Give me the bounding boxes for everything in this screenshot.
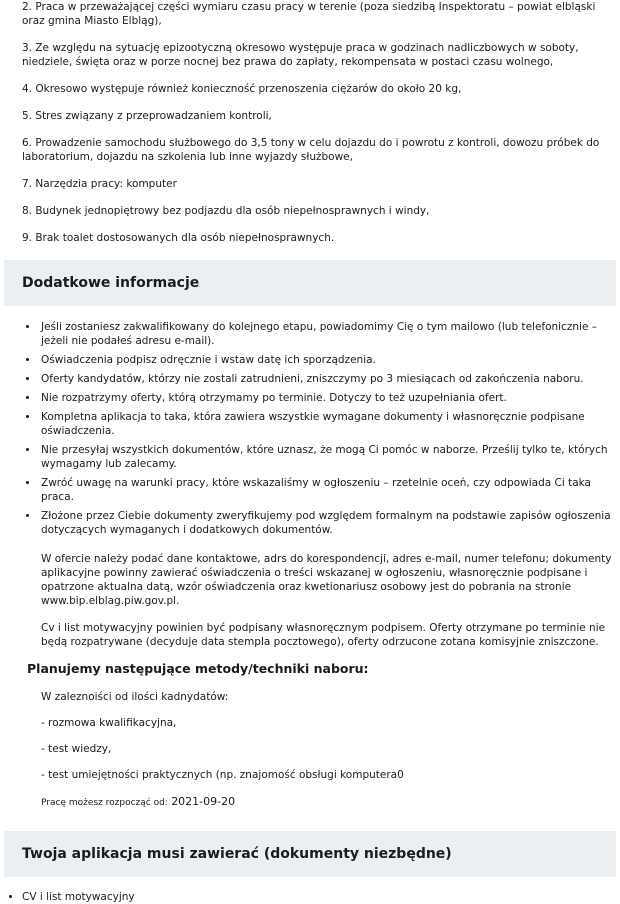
work-conditions-list [0,0,620,245]
section-title: Twoja aplikacja musi zawierać (dokumenty niezbędne) [22,846,452,862]
list-item: • Oferty kandydatów, którzy nie zostali zatrudnieni, zniszczymy po 3 miesiącach od zakończenia naboru. [39,372,616,386]
start-date-row [0,795,620,810]
list-item: • Nie przesyłaj wszystkich dokumentów, które uznasz, że mogą Ci pomóc w naborze. Prześlij tylko te, których wymagamy lub zalecamy. [39,443,616,471]
method-item: - test umiejętności praktycznych (np. znajomość obsługi komputera0 [41,769,404,781]
method-item: - test wiedzy, [41,743,112,755]
condition-item: 8. Budynek jednopiętrowy bez podjazdu dla osób niepełnosprawnych i windy, [22,205,430,217]
required-documents-header [4,831,616,877]
additional-info-list [0,320,620,537]
info-paragraph: W ofercie należy podać dane kontaktowe, adrs do korespondencji, adres e-mail, numer telefonu; dokumenty aplikacyjne powinny zawierać oświadczenia o treści wskazanej w ogłoszeniu, własnoręcznie podpisane i opatrzone aktualna datą, wzór oświadczenia oraz kwetionariusz osobowy jest do pobrania na stronie www.bip.elblag.piw.gov.pl. [41,553,612,607]
condition-item: 3. Ze względu na sytuację epizootyczną okresowo występuje praca w godzinach nadliczbowych w soboty, niedziele, święta oraz w porze nocnej bez prawa do zapłaty, rekompensata w postaci czasu wolnego, [22,42,579,68]
condition-item: 2. Praca w przeważającej części wymiaru czasu pracy w terenie (poza siedzibą Inspektoratu – powiat elbląski oraz gmina Miasto Elbląg), [22,1,596,27]
start-date-label: Pracę możesz rozpocząć od: [41,798,168,808]
condition-item: 9. Brak toalet dostosowanych dla osób niepełnosprawnych. [22,232,335,244]
recruitment-methods-title: Planujemy następujące metody/techniki naboru: [27,661,369,676]
info-paragraph: Cv i list motywacyjny powinien być podpisany własnoręcznym podpisem. Oferty otrzymane po terminie nie będą rozpatrywane (decyduje data stempla pocztowego), oferty odrzucone zotana komisyjnie zniszczone. [41,622,606,648]
list-item: • Złożone przez Ciebie dokumenty zweryfikujemy pod względem formalnym na podstawie zapisów ogłoszenia dotyczących wymaganych i dodatkowych dokumentów. [39,509,616,537]
list-item: • Oświadczenia podpisz odręcznie i wstaw datę ich sporządzenia. [39,353,616,367]
list-item: • CV i list motywacyjny [22,890,620,904]
list-item: • Nie rozpatrzymy oferty, którą otrzymamy po terminie. Dotyczy to też uzupełniania ofert. [39,391,616,405]
section-title: Dodatkowe informacje [22,275,200,291]
required-documents-list [0,890,620,904]
additional-info-header [4,260,616,306]
list-item: • Kompletna aplikacja to taka, która zawiera wszystkie wymagane dokumenty i własnoręcznie podpisane oświadczenia. [39,410,616,438]
condition-item: 7. Narzędzia pracy: komputer [22,178,177,190]
condition-item: 4. Okresowo występuje również konieczność przenoszenia ciężarów do około 20 kg, [22,83,462,95]
start-date-value: 2021-09-20 [171,795,236,808]
condition-item: 6. Prowadzenie samochodu służbowego do 3,5 tony w celu dojazdu do i powrotu z kontroli, dowozu próbek do laboratorium, dojazdu na szkolenia lub inne wyjazdy służbowe, [22,137,600,163]
recruitment-methods-list [0,690,620,782]
list-item: • Zwróć uwagę na warunki pracy, które wskazaliśmy w ogłoszeniu – rzetelnie oceń, czy odpowiada Ci taka praca. [39,476,616,504]
list-item: • Jeśli zostaniesz zakwalifikowany do kolejnego etapu, powiadomimy Cię o tym mailowo (lub telefonicznie – jeżeli nie podałeś adresu e-mail). [39,320,616,348]
method-item: - rozmowa kwalifikacyjna, [41,717,177,729]
condition-item: 5. Stres związany z przeprowadzaniem kontroli, [22,110,272,122]
method-item: W zaleznoiści od ilości kadnydatów: [41,691,229,703]
additional-info-paragraphs [0,552,620,649]
